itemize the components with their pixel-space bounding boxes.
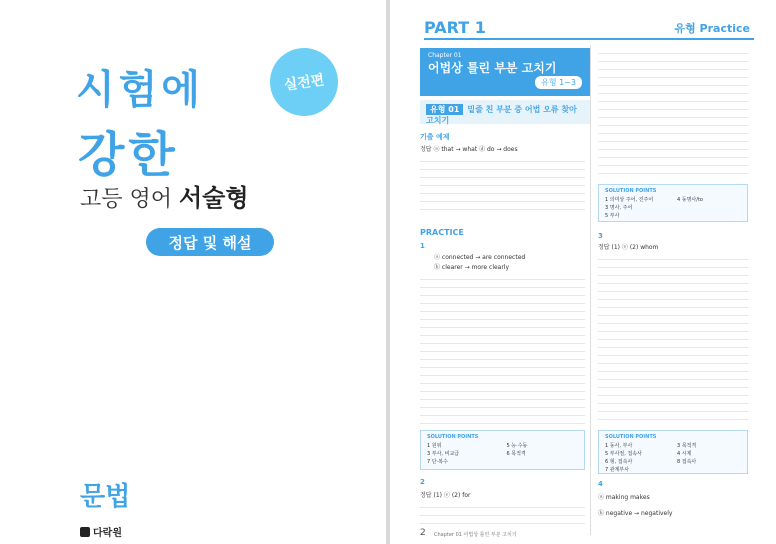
sol-item: 1 원위: [427, 443, 442, 449]
sol-item: 7 단·복수: [427, 459, 448, 465]
sol-item: [677, 204, 741, 211]
q4-answer-a: ⓐ making makes: [598, 494, 650, 501]
q4-answer-b: ⓑ negative → negatively: [598, 510, 673, 517]
chapter-tag: 유형 1~3: [535, 76, 582, 89]
q3-explanation: [598, 254, 748, 424]
publisher-logo-icon: [80, 527, 90, 537]
solution-points-2: [598, 184, 748, 222]
sol-item: 3 부사, 비교급: [427, 451, 460, 457]
sol-item: 4 시제: [677, 451, 692, 457]
sol-item: 3 명사, 주어: [605, 205, 633, 211]
cover-subtitle: [80, 178, 249, 213]
practice-heading: PRACTICE: [420, 228, 464, 237]
sol-item: 8 접속사: [677, 459, 697, 465]
cover-title-line2: 강한: [78, 127, 179, 183]
sol-item: 5 부사절, 접속사: [605, 451, 642, 457]
solution-points-1: [420, 430, 585, 470]
solution-points-3: [598, 430, 748, 474]
sol-item: 5 능·수동: [506, 443, 528, 449]
sol-item: 6 목적격: [506, 451, 526, 457]
column-divider: [590, 45, 591, 535]
unit-box: [420, 100, 590, 124]
q1-explanation: [420, 274, 585, 424]
sol-item: 5 부사: [605, 213, 620, 219]
solution-heading: SOLUTION POINTS: [427, 434, 479, 440]
publisher-name: 다락원: [93, 528, 122, 539]
cover-page: [0, 0, 386, 544]
solution-heading: SOLUTION POINTS: [605, 434, 657, 440]
sol-item: 6 형, 접속사: [605, 459, 633, 465]
unit-title: 밑줄 친 부분 중 어법 오류 찾아 고치기: [426, 105, 577, 125]
sol-item: 1 동사, 부사: [605, 443, 633, 449]
page-footer: Chapter 01 어법상 틀린 부분 고치기: [434, 532, 517, 538]
example-answer: 정답 ⓐ that → what ⓓ do → does: [420, 146, 518, 153]
edition-badge: 실전편: [266, 44, 343, 121]
q3-number: 3: [598, 232, 603, 240]
q2-number: 2: [420, 478, 425, 486]
solution-heading: SOLUTION POINTS: [605, 188, 657, 194]
part-title: PART 1: [424, 18, 486, 37]
sol-item: 7 관계부사: [605, 467, 630, 473]
chapter-title: 어법상 틀린 부분 고치기: [428, 61, 557, 75]
q4-number: 4: [598, 480, 603, 488]
q2-answer: 정답 (1) ⓔ (2) for: [420, 492, 471, 499]
example-explanation: [420, 156, 585, 212]
q2-explanation-cont: [598, 48, 748, 178]
publisher: [80, 524, 122, 539]
content-page: [390, 0, 776, 544]
q3-answer: 정답 (1) ⓔ (2) whom: [598, 244, 659, 251]
q1-answer-a: ⓐ connected → are connected: [434, 254, 526, 261]
section-heading: 기출 예제: [420, 133, 450, 141]
unit-number: 유형 01: [426, 104, 463, 115]
q1-number: 1: [420, 242, 425, 250]
grammar-label: 문법: [80, 482, 131, 512]
q2-explanation: [420, 502, 585, 526]
cover-title-line1: 시험에: [76, 67, 204, 113]
sol-item: 3 목적격: [677, 443, 697, 449]
chapter-box: [420, 48, 590, 96]
answer-label: 정답 및 해설: [146, 228, 274, 256]
q1-answer-b: ⓑ clearer → more clearly: [434, 264, 510, 271]
sol-item: 1 의미상 주어, 진주어: [605, 197, 654, 203]
header-rule: [424, 38, 754, 40]
chapter-small: Chapter 01: [428, 52, 462, 59]
subtitle-part-b: 서술형: [179, 184, 249, 212]
sol-item: 4 동명사/to: [677, 197, 703, 203]
subtitle-part-a: 고등 영어: [80, 187, 179, 212]
page-number: 2: [420, 528, 426, 538]
practice-header: 유형 Practice: [674, 22, 750, 35]
